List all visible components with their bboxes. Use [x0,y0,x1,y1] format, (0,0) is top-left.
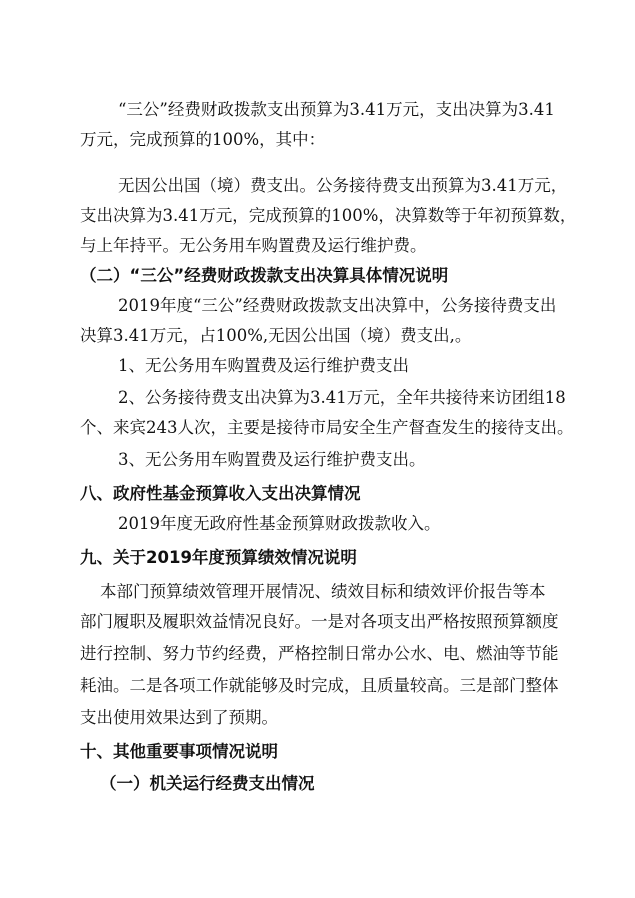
paragraph-line: 进行控制、努力节约经费，严格控制日常办公水、电、燃油等节能 [80,644,559,663]
paragraph-line: 2019年度“三公”经费财政拨款支出决算中，公务接待费支出 [118,296,557,315]
paragraph-line: 与上年持平。无公务用车购置费及运行维护费。 [80,236,427,255]
paragraph-line: 部门履职及履职效益情况良好。一是对各项支出严格按照预算额度 [80,612,559,631]
section-heading: 九、关于2019年度预算绩效情况说明 [80,548,357,567]
paragraph-line: 2019年度无政府性基金预算财政拨款收入。 [118,514,441,533]
paragraph-line: 耗油。二是各项工作就能够及时完成，且质量较高。三是部门整体 [80,676,559,695]
paragraph-line: 支出决算为3.41万元，完成预算的100%，决算数等于年初预算数， [80,206,577,225]
section-heading: 十、其他重要事项情况说明 [80,742,278,761]
section-heading: （一）机关运行经费支出情况 [100,774,315,793]
section-heading: 八、政府性基金预算收入支出决算情况 [80,484,361,503]
paragraph-line: 支出使用效果达到了预期。 [80,708,278,727]
list-item: 2、公务接待费支出决算为3.41万元，全年共接待来访团组18 [118,388,566,407]
list-item: 1、无公务用车购置费及运行维护费支出 [118,356,409,375]
paragraph-line: “三公”经费财政拨款支出预算为3.41万元，支出决算为3.41 [118,100,555,119]
paragraph-line: 本部门预算绩效管理开展情况、绩效目标和绩效评价报告等本 [100,582,546,601]
paragraph-line: 万元，完成预算的100%，其中： [80,130,326,149]
list-item: 3、无公务用车购置费及运行维护费支出。 [118,450,426,469]
list-item: 个、来宾243人次，主要是接待市局安全生产督查发生的接待支出。 [80,418,574,437]
paragraph-line: 无因公出国（境）费支出。公务接待费支出预算为3.41万元， [118,176,568,195]
section-heading: （二）“三公”经费财政拨款支出决算具体情况说明 [80,266,449,285]
paragraph-line: 决算3.41万元，占100%,无因公出国（境）费支出,。 [80,326,472,345]
